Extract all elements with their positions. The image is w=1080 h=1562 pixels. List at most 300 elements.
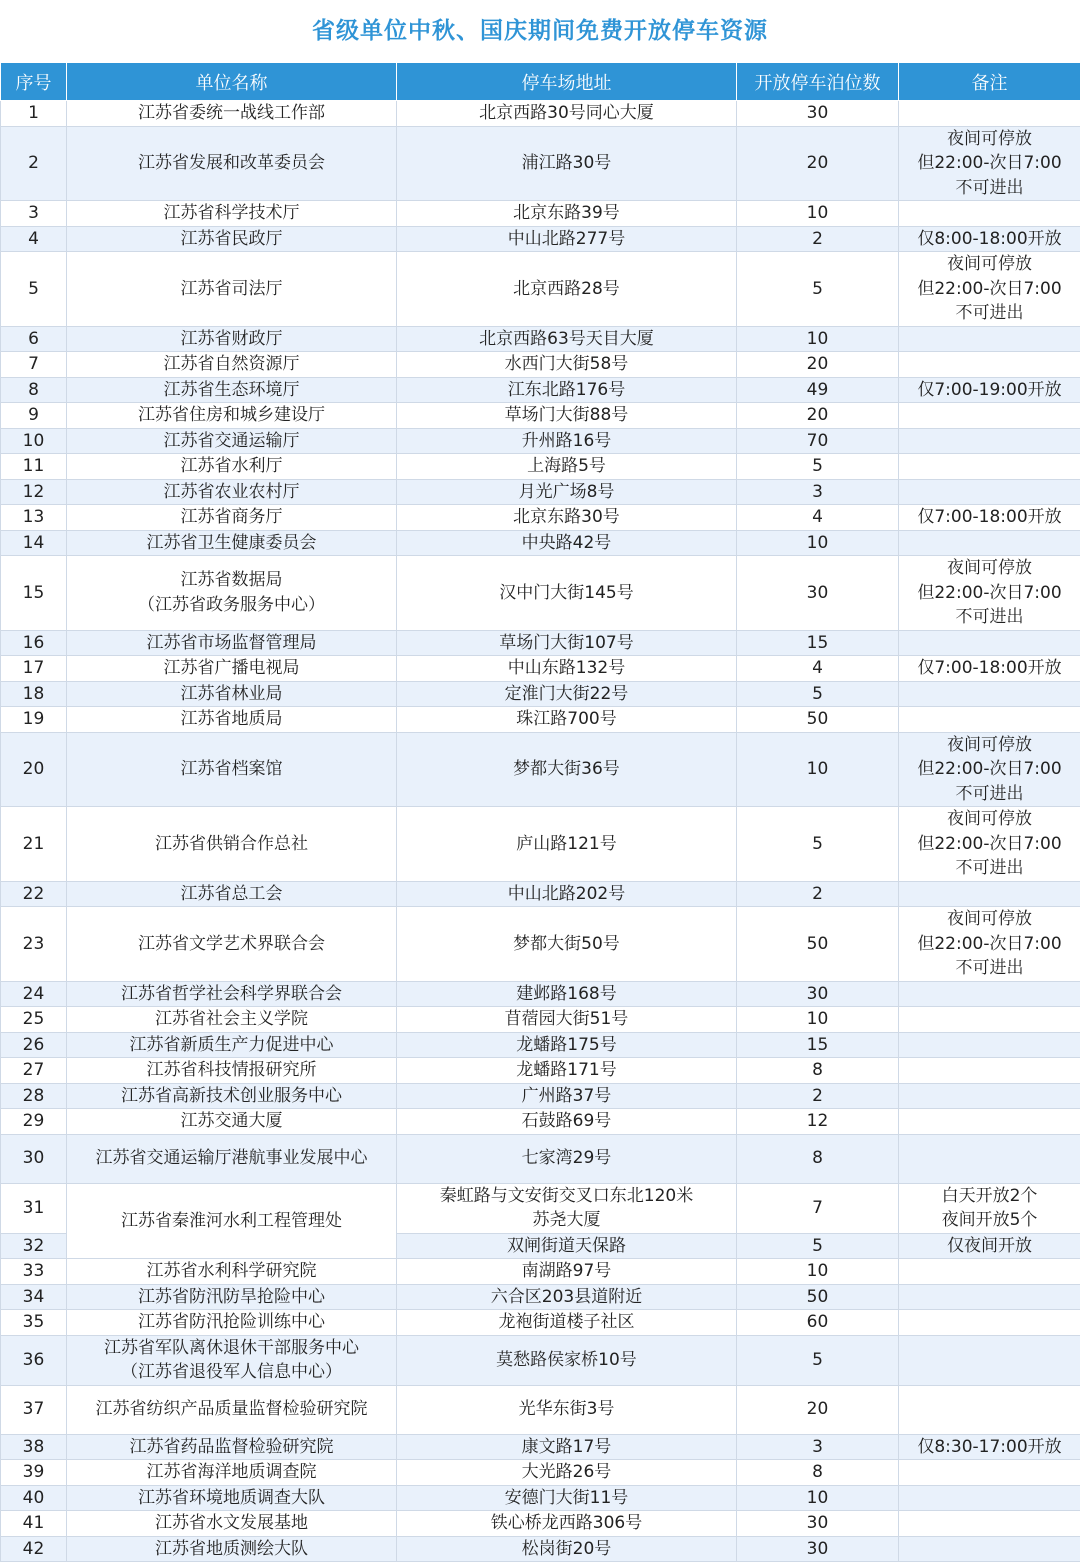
cell-remarks [899, 403, 1080, 429]
cell-index: 8 [1, 377, 67, 403]
cell-remarks [899, 1335, 1080, 1385]
cell-parking-address-line: 南湖路97号 [522, 1261, 612, 1281]
table-row [1, 1134, 1080, 1183]
cell-parking-spaces: 10 [737, 1485, 899, 1511]
cell-index: 15 [1, 556, 67, 631]
cell-parking-address-line: 珠江路700号 [516, 709, 616, 729]
cell-unit-name [67, 1134, 397, 1183]
cell-unit-name [67, 681, 397, 707]
cell-parking-address [397, 732, 737, 807]
cell-remarks [899, 479, 1080, 505]
cell-parking-address-line: 北京东路39号 [513, 203, 620, 223]
cell-unit-name [67, 1434, 397, 1460]
table-row [1, 454, 1080, 480]
cell-index: 7 [1, 352, 67, 378]
cell-parking-spaces: 30 [737, 556, 899, 631]
cell-parking-address [397, 201, 737, 227]
cell-parking-address-line: 秦虹路与文安街交叉口东北120米 [440, 1186, 693, 1206]
table-row [1, 226, 1080, 252]
cell-index: 25 [1, 1007, 67, 1033]
cell-remarks [899, 1485, 1080, 1511]
cell-remarks [899, 1109, 1080, 1135]
cell-remarks [899, 454, 1080, 480]
cell-parking-spaces: 20 [737, 1385, 899, 1434]
cell-index: 27 [1, 1058, 67, 1084]
cell-unit-name-line: 江苏省发展和改革委员会 [138, 153, 325, 173]
cell-remarks [899, 907, 1080, 982]
cell-parking-spaces: 10 [737, 732, 899, 807]
cell-unit-name [67, 881, 397, 907]
cell-parking-address-line: 汉中门大街145号 [499, 583, 633, 603]
cell-parking-address-line: 莫愁路侯家桥10号 [496, 1350, 637, 1370]
cell-parking-address-line: 龙蟠路171号 [516, 1060, 616, 1080]
cell-unit-name [67, 732, 397, 807]
cell-unit-name-line: 江苏交通大厦 [181, 1111, 283, 1131]
table-row [1, 1284, 1080, 1310]
cell-parking-address [397, 479, 737, 505]
header-index: 序号 [1, 63, 67, 101]
cell-remarks-line: 不可进出 [956, 858, 1024, 878]
cell-unit-name-line: 江苏省科技情报研究所 [147, 1060, 317, 1080]
cell-unit-name [67, 907, 397, 982]
cell-unit-name-line: 江苏省总工会 [181, 884, 283, 904]
cell-parking-spaces: 20 [737, 352, 899, 378]
cell-unit-name-line: 江苏省高新技术创业服务中心 [121, 1086, 342, 1106]
cell-unit-name-line: 江苏省农业农村厅 [164, 482, 300, 502]
cell-unit-name-line: 江苏省自然资源厅 [164, 354, 300, 374]
cell-index: 34 [1, 1284, 67, 1310]
cell-index: 5 [1, 252, 67, 327]
cell-index: 6 [1, 326, 67, 352]
cell-unit-name [67, 1032, 397, 1058]
cell-index: 32 [1, 1233, 67, 1259]
cell-parking-address [397, 1434, 737, 1460]
cell-parking-address [397, 1233, 737, 1259]
cell-parking-address [397, 505, 737, 531]
cell-remarks-line: 不可进出 [956, 303, 1024, 323]
cell-index: 11 [1, 454, 67, 480]
cell-parking-spaces: 10 [737, 1007, 899, 1033]
cell-parking-address [397, 1083, 737, 1109]
cell-unit-name-line: 江苏省地质测绘大队 [155, 1539, 308, 1559]
cell-parking-address-line: 上海路5号 [527, 456, 606, 476]
cell-parking-spaces: 30 [737, 1536, 899, 1562]
cell-parking-address [397, 454, 737, 480]
cell-index: 33 [1, 1259, 67, 1285]
cell-remarks [899, 1310, 1080, 1336]
cell-index: 16 [1, 630, 67, 656]
cell-remarks [899, 126, 1080, 201]
cell-parking-spaces: 7 [737, 1183, 899, 1233]
cell-parking-address [397, 377, 737, 403]
cell-parking-address-line: 草场门大街88号 [505, 405, 629, 425]
cell-unit-name [67, 505, 397, 531]
cell-parking-spaces: 10 [737, 326, 899, 352]
cell-parking-address-line: 苏尧大厦 [533, 1210, 601, 1230]
table-row [1, 1032, 1080, 1058]
cell-remarks [899, 226, 1080, 252]
cell-parking-address-line: 大光路26号 [522, 1462, 612, 1482]
cell-parking-address [397, 807, 737, 882]
cell-parking-spaces: 8 [737, 1058, 899, 1084]
table-row [1, 732, 1080, 807]
cell-index: 41 [1, 1511, 67, 1537]
cell-remarks [899, 556, 1080, 631]
cell-parking-address [397, 1385, 737, 1434]
table-row [1, 505, 1080, 531]
cell-unit-name [67, 1007, 397, 1033]
cell-parking-address [397, 1007, 737, 1033]
cell-remarks [899, 505, 1080, 531]
cell-parking-address-line: 康文路17号 [522, 1437, 612, 1457]
cell-index: 37 [1, 1385, 67, 1434]
cell-remarks [899, 1183, 1080, 1233]
cell-parking-address-line: 六合区203县道附近 [491, 1287, 642, 1307]
table-row [1, 1310, 1080, 1336]
cell-unit-name-line: 江苏省卫生健康委员会 [147, 533, 317, 553]
cell-unit-name-line: 江苏省商务厅 [181, 507, 283, 527]
cell-unit-name [67, 556, 397, 631]
cell-parking-spaces: 2 [737, 881, 899, 907]
cell-parking-address [397, 126, 737, 201]
cell-unit-name-line: 江苏省广播电视局 [164, 658, 300, 678]
cell-parking-spaces: 10 [737, 201, 899, 227]
cell-unit-name-line: 江苏省社会主义学院 [155, 1009, 308, 1029]
cell-unit-name [67, 1284, 397, 1310]
header-remarks: 备注 [899, 63, 1080, 101]
cell-parking-address-line: 中央路42号 [522, 533, 612, 553]
cell-parking-address-line: 北京西路63号天目大厦 [479, 329, 654, 349]
cell-unit-name-line: 江苏省生态环境厅 [164, 380, 300, 400]
cell-unit-name [67, 1259, 397, 1285]
cell-remarks [899, 1511, 1080, 1537]
cell-parking-spaces: 4 [737, 656, 899, 682]
table-row [1, 1083, 1080, 1109]
table-row [1, 252, 1080, 327]
cell-unit-name-line: 江苏省档案馆 [181, 759, 283, 779]
table-row [1, 1460, 1080, 1486]
cell-unit-name-line: 江苏省哲学社会科学界联合会 [121, 984, 342, 1004]
cell-parking-spaces: 5 [737, 454, 899, 480]
cell-unit-name [67, 981, 397, 1007]
cell-unit-name-line: 江苏省林业局 [181, 684, 283, 704]
cell-unit-name-line: 江苏省新质生产力促进中心 [130, 1035, 334, 1055]
cell-unit-name-line: 江苏省水利科学研究院 [147, 1261, 317, 1281]
cell-remarks [899, 881, 1080, 907]
cell-parking-address [397, 428, 737, 454]
cell-remarks [899, 1284, 1080, 1310]
cell-parking-address [397, 326, 737, 352]
cell-unit-name-line: 江苏省环境地质调查大队 [138, 1488, 325, 1508]
table-row [1, 907, 1080, 982]
cell-remarks [899, 707, 1080, 733]
cell-index: 38 [1, 1434, 67, 1460]
cell-index: 35 [1, 1310, 67, 1336]
cell-parking-address-line: 梦都大街50号 [513, 934, 620, 954]
cell-remarks [899, 807, 1080, 882]
cell-remarks [899, 732, 1080, 807]
cell-index: 24 [1, 981, 67, 1007]
cell-remarks [899, 1058, 1080, 1084]
cell-index: 2 [1, 126, 67, 201]
cell-unit-name [67, 530, 397, 556]
table-body [1, 101, 1080, 1562]
cell-remarks-line: 仅夜间开放 [947, 1236, 1032, 1256]
cell-unit-name-line: 江苏省交通运输厅港航事业发展中心 [96, 1148, 368, 1168]
cell-parking-address-line: 江东北路176号 [508, 380, 625, 400]
cell-remarks [899, 681, 1080, 707]
cell-parking-spaces: 5 [737, 807, 899, 882]
cell-unit-name-line: （江苏省政务服务中心） [138, 595, 325, 615]
cell-remarks-line: 夜间可停放 [947, 558, 1032, 578]
cell-unit-name-line: 江苏省住房和城乡建设厅 [138, 405, 325, 425]
cell-parking-address [397, 352, 737, 378]
cell-unit-name-line: 江苏省市场监督管理局 [147, 633, 317, 653]
table-row [1, 352, 1080, 378]
cell-parking-spaces: 50 [737, 1284, 899, 1310]
cell-remarks [899, 352, 1080, 378]
cell-parking-address-line: 定淮门大街22号 [505, 684, 629, 704]
cell-remarks-line: 不可进出 [956, 178, 1024, 198]
cell-remarks-line: 仅7:00-19:00开放 [917, 380, 1061, 400]
cell-index: 29 [1, 1109, 67, 1135]
cell-parking-address [397, 1460, 737, 1486]
cell-remarks [899, 530, 1080, 556]
table-row [1, 1385, 1080, 1434]
cell-unit-name-line: 江苏省防汛防旱抢险中心 [138, 1287, 325, 1307]
cell-remarks [899, 101, 1080, 127]
cell-parking-address-line: 中山东路132号 [508, 658, 625, 678]
cell-unit-name [67, 377, 397, 403]
cell-parking-address [397, 530, 737, 556]
cell-unit-name [67, 1058, 397, 1084]
cell-index: 22 [1, 881, 67, 907]
table-row [1, 1259, 1080, 1285]
table-row [1, 1536, 1080, 1562]
table-row [1, 1434, 1080, 1460]
cell-parking-address [397, 403, 737, 429]
cell-index: 4 [1, 226, 67, 252]
cell-parking-address-line: 松岗街20号 [522, 1539, 612, 1559]
cell-remarks-line: 仅7:00-18:00开放 [917, 658, 1061, 678]
cell-unit-name-line: 江苏省海洋地质调查院 [147, 1462, 317, 1482]
cell-parking-spaces: 50 [737, 907, 899, 982]
cell-remarks [899, 981, 1080, 1007]
cell-index: 13 [1, 505, 67, 531]
cell-parking-address [397, 1183, 737, 1233]
cell-parking-spaces: 30 [737, 1511, 899, 1537]
cell-unit-name-line: 江苏省军队离休退休干部服务中心 [104, 1338, 359, 1358]
cell-unit-name-line: 江苏省纺织产品质量监督检验研究院 [96, 1399, 368, 1419]
cell-unit-name [67, 454, 397, 480]
table-row [1, 1109, 1080, 1135]
table-row [1, 1058, 1080, 1084]
cell-unit-name [67, 630, 397, 656]
cell-index: 26 [1, 1032, 67, 1058]
cell-unit-name [67, 1536, 397, 1562]
cell-unit-name [67, 403, 397, 429]
cell-index: 42 [1, 1536, 67, 1562]
cell-parking-address-line: 安德门大街11号 [505, 1488, 629, 1508]
table-row [1, 530, 1080, 556]
table-row [1, 881, 1080, 907]
cell-index: 9 [1, 403, 67, 429]
cell-unit-name-line: 江苏省药品监督检验研究院 [130, 1437, 334, 1457]
cell-parking-address [397, 1284, 737, 1310]
cell-parking-address [397, 681, 737, 707]
table-row [1, 556, 1080, 631]
cell-index: 10 [1, 428, 67, 454]
cell-index: 39 [1, 1460, 67, 1486]
table-row [1, 428, 1080, 454]
cell-parking-address-line: 苜蓿园大街51号 [505, 1009, 629, 1029]
cell-parking-spaces: 12 [737, 1109, 899, 1135]
cell-remarks-line: 不可进出 [956, 958, 1024, 978]
cell-index: 31 [1, 1183, 67, 1233]
header-parking-address: 停车场地址 [397, 63, 737, 101]
cell-parking-address-line: 草场门大街107号 [499, 633, 633, 653]
parking-table [0, 62, 1080, 1562]
cell-unit-name [67, 1485, 397, 1511]
cell-unit-name [67, 707, 397, 733]
cell-parking-spaces: 3 [737, 1434, 899, 1460]
cell-unit-name [67, 326, 397, 352]
cell-remarks [899, 656, 1080, 682]
cell-remarks-line: 但22:00-次日7:00 [917, 583, 1061, 603]
cell-parking-address [397, 101, 737, 127]
cell-unit-name-line: （江苏省退役军人信息中心） [121, 1362, 342, 1382]
cell-parking-address-line: 月光广场8号 [519, 482, 615, 502]
cell-unit-name [67, 1083, 397, 1109]
table-row [1, 1183, 1080, 1233]
cell-parking-address-line: 龙袍街道楼子社区 [499, 1312, 635, 1332]
cell-unit-name-line: 江苏省民政厅 [181, 229, 283, 249]
cell-parking-address [397, 226, 737, 252]
cell-parking-address [397, 630, 737, 656]
cell-unit-name-line: 江苏省委统一战线工作部 [138, 103, 325, 123]
cell-unit-name [67, 1385, 397, 1434]
cell-unit-name-line: 江苏省秦淮河水利工程管理处 [121, 1211, 342, 1231]
cell-parking-address-line: 双闸街道天保路 [507, 1236, 626, 1256]
cell-unit-name-line: 江苏省供销合作总社 [155, 834, 308, 854]
cell-remarks-line: 仅7:00-18:00开放 [917, 507, 1061, 527]
table-row [1, 126, 1080, 201]
cell-remarks-line: 但22:00-次日7:00 [917, 279, 1061, 299]
cell-parking-address [397, 881, 737, 907]
cell-unit-name [67, 428, 397, 454]
cell-parking-spaces: 5 [737, 252, 899, 327]
table-header-row [1, 63, 1080, 101]
table-row [1, 656, 1080, 682]
table-row [1, 681, 1080, 707]
cell-index: 21 [1, 807, 67, 882]
cell-unit-name-line: 江苏省水利厅 [181, 456, 283, 476]
cell-index: 17 [1, 656, 67, 682]
table-row [1, 1007, 1080, 1033]
cell-parking-address-line: 龙蟠路175号 [516, 1035, 616, 1055]
cell-remarks [899, 1460, 1080, 1486]
cell-remarks-line: 夜间可停放 [947, 909, 1032, 929]
cell-parking-address-line: 浦江路30号 [522, 153, 612, 173]
cell-unit-name-line: 江苏省防汛抢险训练中心 [138, 1312, 325, 1332]
cell-parking-spaces: 20 [737, 403, 899, 429]
table-row [1, 1511, 1080, 1537]
cell-parking-spaces: 8 [737, 1460, 899, 1486]
cell-parking-spaces: 2 [737, 226, 899, 252]
cell-remarks [899, 428, 1080, 454]
cell-unit-name-line: 江苏省科学技术厅 [164, 203, 300, 223]
cell-unit-name [67, 1183, 397, 1259]
cell-remarks-line: 但22:00-次日7:00 [917, 834, 1061, 854]
cell-unit-name [67, 252, 397, 327]
cell-parking-spaces: 4 [737, 505, 899, 531]
table-row [1, 201, 1080, 227]
cell-remarks-line: 但22:00-次日7:00 [917, 934, 1061, 954]
cell-parking-address-line: 铁心桥龙西路306号 [491, 1513, 642, 1533]
cell-index: 1 [1, 101, 67, 127]
cell-unit-name [67, 226, 397, 252]
cell-index: 12 [1, 479, 67, 505]
cell-parking-spaces: 5 [737, 1335, 899, 1385]
cell-parking-address-line: 水西门大街58号 [505, 354, 629, 374]
cell-unit-name [67, 201, 397, 227]
cell-remarks-line: 但22:00-次日7:00 [917, 153, 1061, 173]
table-row [1, 630, 1080, 656]
table-row [1, 326, 1080, 352]
cell-index: 14 [1, 530, 67, 556]
cell-remarks [899, 1385, 1080, 1434]
cell-parking-spaces: 5 [737, 681, 899, 707]
cell-parking-address-line: 光华东街3号 [519, 1399, 615, 1419]
cell-parking-address [397, 556, 737, 631]
header-parking-spaces: 开放停车泊位数 [737, 63, 899, 101]
cell-remarks [899, 1259, 1080, 1285]
cell-parking-address-line: 广州路37号 [522, 1086, 612, 1106]
cell-parking-spaces: 2 [737, 1083, 899, 1109]
cell-parking-address [397, 1058, 737, 1084]
cell-parking-address-line: 北京西路30号同心大厦 [479, 103, 654, 123]
cell-unit-name-line: 江苏省财政厅 [181, 329, 283, 349]
cell-parking-address [397, 1335, 737, 1385]
cell-remarks-line: 仅8:00-18:00开放 [917, 229, 1061, 249]
cell-parking-spaces: 10 [737, 530, 899, 556]
table-row [1, 403, 1080, 429]
cell-unit-name-line: 江苏省司法厅 [181, 279, 283, 299]
cell-remarks [899, 1233, 1080, 1259]
cell-unit-name-line: 江苏省地质局 [181, 709, 283, 729]
cell-parking-address [397, 707, 737, 733]
cell-remarks [899, 1434, 1080, 1460]
cell-index: 3 [1, 201, 67, 227]
table-row [1, 1485, 1080, 1511]
cell-parking-spaces: 60 [737, 1310, 899, 1336]
cell-unit-name-line: 江苏省水文发展基地 [155, 1513, 308, 1533]
cell-parking-address [397, 1032, 737, 1058]
cell-parking-spaces: 30 [737, 101, 899, 127]
cell-index: 18 [1, 681, 67, 707]
cell-index: 19 [1, 707, 67, 733]
cell-unit-name [67, 479, 397, 505]
cell-parking-address [397, 656, 737, 682]
cell-unit-name [67, 1511, 397, 1537]
cell-remarks [899, 1007, 1080, 1033]
cell-parking-address-line: 石鼓路69号 [522, 1111, 612, 1131]
cell-parking-spaces: 5 [737, 1233, 899, 1259]
cell-index: 23 [1, 907, 67, 982]
table-row [1, 101, 1080, 127]
cell-remarks-line: 夜间开放5个 [942, 1210, 1038, 1230]
cell-parking-spaces: 20 [737, 126, 899, 201]
